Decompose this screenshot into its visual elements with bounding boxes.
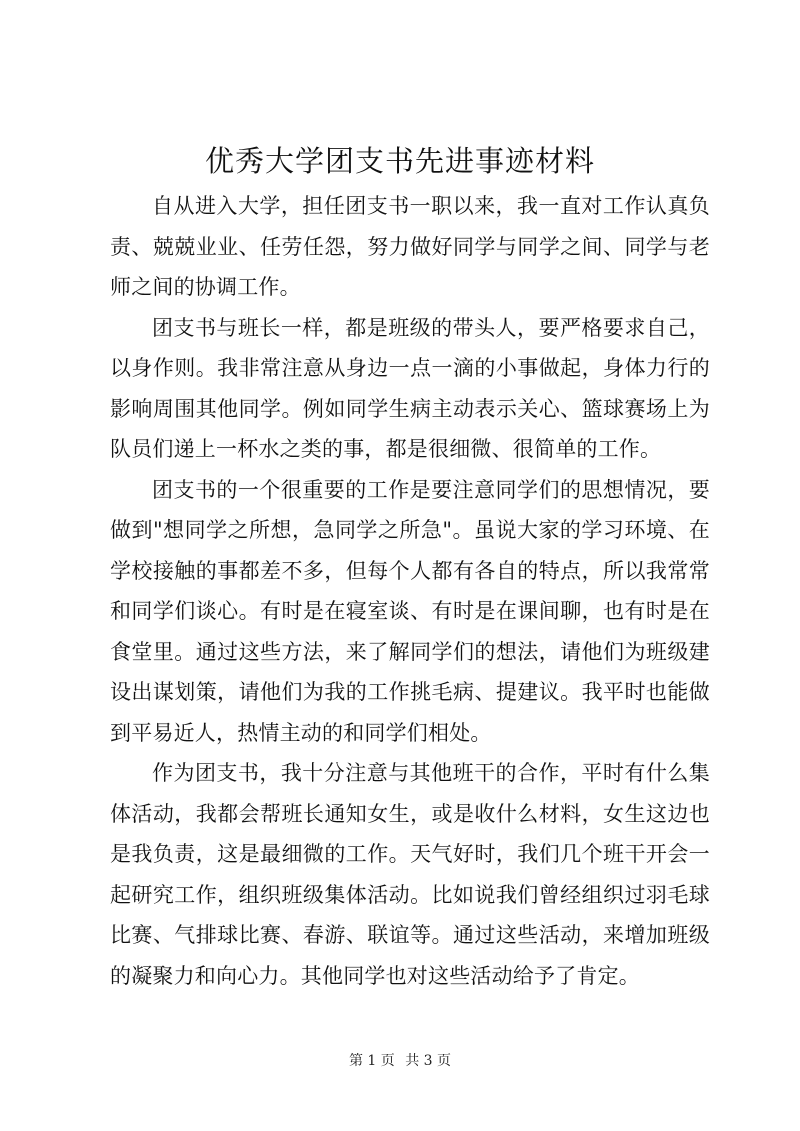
page-number: 第 1 页	[348, 1053, 395, 1069]
document-title: 优秀大学团支书先进事迹材料	[204, 144, 595, 178]
paragraph: 作为团支书，我十分注意与其他班干的合作，平时有什么集体活动，我都会帮班长通知女生，或是收什么材料，女生这边也是我负责，这是最细微的工作。天气好时，我们几个班干开会一起研究工作，组织班级集体活动。比如说我们曾经组织过羽毛球比赛、气排球比赛、春游、联谊等。通过这些活动，来增加班级的凝聚力和向心力。其他同学也对这些活动给予了肯定。	[110, 761, 710, 988]
page-footer	[0, 1051, 800, 1071]
paragraph: 自从进入大学，担任团支书一职以来，我一直对工作认真负责、兢兢业业、任劳任怨，努力做好同学与同学之间、同学与老师之间的协调工作。	[110, 194, 710, 299]
paragraph: 团支书的一个很重要的工作是要注意同学们的思想情况，要做到"想同学之所想，急同学之所急"。虽说大家的学习环境、在学校接触的事都差不多，但每个人都有各自的特点，所以我常常和同学们谈心。有时是在寝室谈、有时是在课间聊，也有时是在食堂里。通过这些方法，来了解同学们的想法，请他们为班级建设出谋划策，请他们为我的工作挑毛病、提建议。我平时也能做到平易近人，热情主动的和同学们相处。	[110, 477, 710, 745]
paragraph: 团支书与班长一样，都是班级的带头人，要严格要求自己，以身作则。我非常注意从身边一点一滴的小事做起，身体力行的影响周围其他同学。例如同学生病主动表示关心、篮球赛场上为队员们递上一杯水之类的事，都是很细微、很简单的工作。	[110, 315, 710, 461]
document-body	[110, 186, 710, 996]
page-total: 共 3 页	[405, 1053, 452, 1069]
